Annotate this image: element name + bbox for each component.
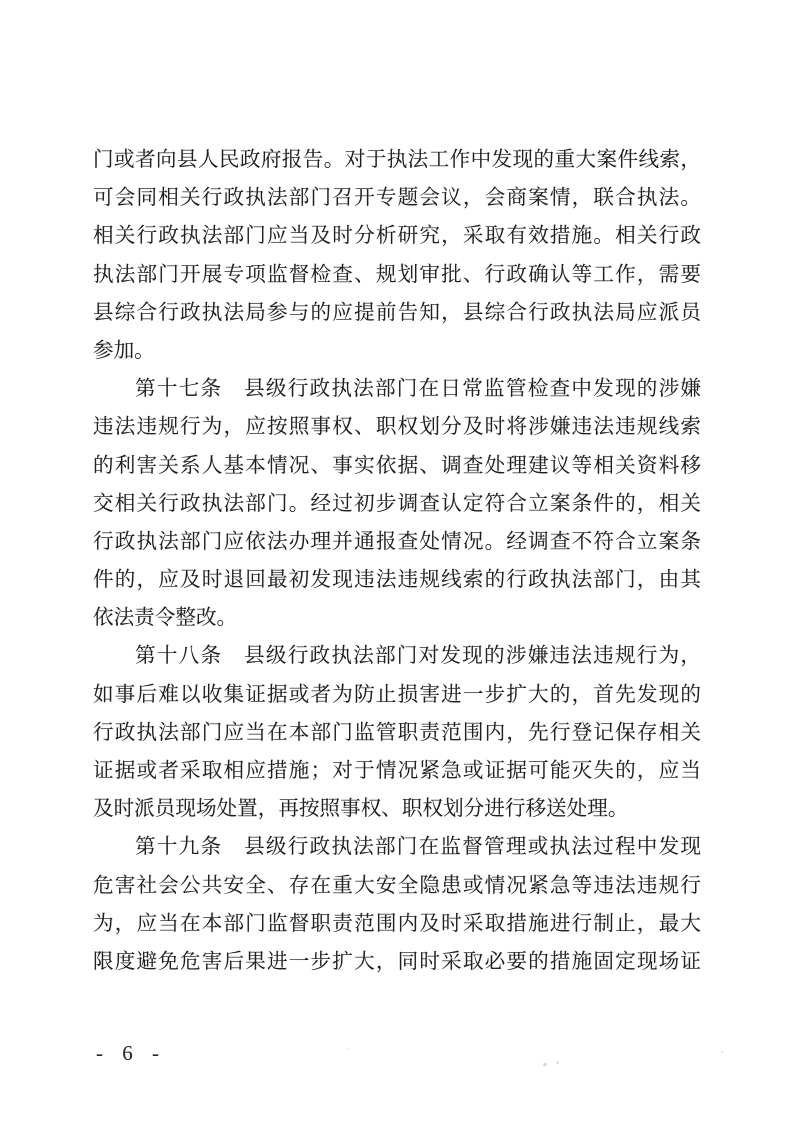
text-line: 门或者向县人民政府报告。对于执法工作中发现的重大案件线索， <box>93 149 701 171</box>
page-number: - 6 - <box>96 1041 166 1065</box>
text-line-article-19: 第十九条 县级行政执法部门在监督管理或执法过程中发现 <box>135 836 701 859</box>
text-line: 为，应当在本部门监督职责范围内及时采取措施进行制止，最大 <box>93 912 701 935</box>
scan-speck <box>347 1048 349 1050</box>
text-line-article-17: 第十七条 县级行政执法部门在日常监管检查中发现的涉嫌 <box>135 378 701 401</box>
scan-speck <box>721 1051 723 1053</box>
text-line: 依法责令整改。 <box>93 607 238 630</box>
text-line: 可会同相关行政执法部门召开专题会议，会商案情，联合执法。 <box>93 187 701 210</box>
text-line: 参加。 <box>93 339 155 362</box>
text-line: 相关行政执法部门应当及时分析研究，采取有效措施。相关行政 <box>93 225 701 248</box>
text-line: 行政执法部门应依法办理并通报查处情况。经调查不符合立案条 <box>93 530 701 553</box>
scan-speck <box>556 1061 559 1064</box>
document-body <box>93 141 701 981</box>
scan-speck <box>543 1063 547 1066</box>
text-line: 违法违规行为，应按照事权、职权划分及时将涉嫌违法违规线索 <box>93 416 701 439</box>
text-line: 执法部门开展专项监督检查、规划审批、行政确认等工作，需要 <box>93 263 701 286</box>
text-line-article-18: 第十八条 县级行政执法部门对发现的涉嫌违法违规行为， <box>135 645 701 668</box>
text-line: 危害社会公共安全、存在重大安全隐患或情况紧急等违法违规行 <box>93 874 701 897</box>
text-line: 及时派员现场处置，再按照事权、职权划分进行移送处理。 <box>93 798 629 821</box>
text-line: 证据或者采取相应措施；对于情况紧急或证据可能灭失的，应当 <box>93 760 701 782</box>
text-line: 交相关行政执法部门。经过初步调查认定符合立案条件的，相关 <box>93 492 701 515</box>
text-line: 行政执法部门应当在本部门监管职责范围内，先行登记保存相关 <box>93 721 701 744</box>
text-line: 如事后难以收集证据或者为防止损害进一步扩大的，首先发现的 <box>93 683 701 706</box>
text-line: 的利害关系人基本情况、事实依据、调查处理建议等相关资料移 <box>93 454 701 477</box>
text-line: 件的，应及时退回最初发现违法违规线索的行政执法部门，由其 <box>93 569 701 592</box>
text-line: 限度避免危害后果进一步扩大，同时采取必要的措施固定现场证 <box>93 950 701 973</box>
text-line: 县综合行政执法局参与的应提前告知，县综合行政执法局应派员 <box>93 301 701 324</box>
